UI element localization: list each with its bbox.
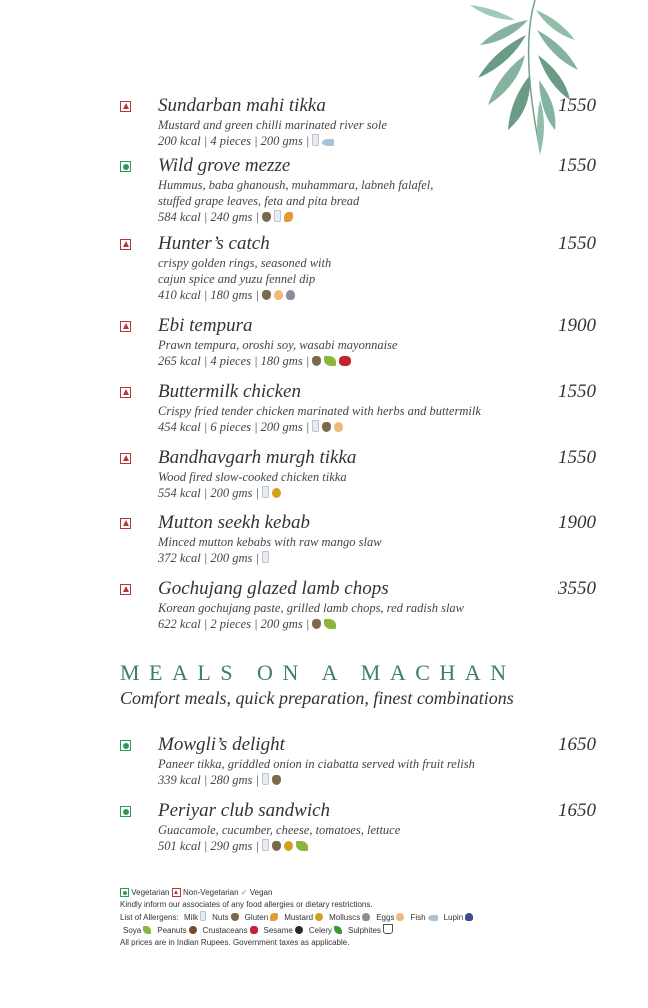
allergen-label: Soya bbox=[123, 926, 142, 935]
item-price: 1550 bbox=[558, 95, 596, 116]
item-description: Prawn tempura, oroshi soy, wasabi mayonnaise bbox=[158, 338, 398, 352]
item-name: Ebi tempura bbox=[158, 315, 253, 336]
allergen-label: Eggs bbox=[376, 913, 395, 922]
allergen-label: Fish bbox=[410, 913, 426, 922]
veg-icon bbox=[120, 740, 131, 751]
nuts-icon bbox=[312, 619, 321, 629]
nonveg-icon bbox=[120, 239, 131, 250]
nonveg-icon bbox=[120, 101, 131, 112]
item-price: 1650 bbox=[558, 800, 596, 821]
veg-icon bbox=[120, 888, 129, 897]
eggs-icon bbox=[396, 913, 404, 921]
item-price: 1650 bbox=[558, 734, 596, 755]
milk-icon bbox=[200, 911, 206, 921]
item-meta: 454 kcal | 6 pieces | 200 gms | bbox=[158, 419, 538, 435]
vegan-icon: ✓ bbox=[240, 888, 248, 897]
mustard-icon bbox=[315, 913, 323, 921]
nuts-icon bbox=[272, 841, 281, 851]
nonveg-icon bbox=[120, 453, 131, 464]
item-price: 1550 bbox=[558, 233, 596, 254]
item-description: Minced mutton kebabs with raw mango slaw bbox=[158, 535, 382, 549]
item-name: Mowgli’s delight bbox=[158, 734, 285, 755]
milk-icon bbox=[262, 486, 269, 498]
veg-icon bbox=[120, 806, 131, 817]
peanuts-icon bbox=[189, 926, 197, 934]
prices-note: All prices are in Indian Rupees. Government taxes as applicable. bbox=[120, 938, 350, 947]
nuts-icon bbox=[262, 290, 271, 300]
item-name: Wild grove mezze bbox=[158, 155, 291, 176]
item-description: cajun spice and yuzu fennel dip bbox=[158, 272, 316, 286]
allergen-list-row bbox=[120, 924, 560, 937]
nonveg-icon bbox=[120, 387, 131, 398]
milk-icon bbox=[262, 773, 269, 785]
gluten-icon bbox=[270, 913, 278, 921]
item-meta: 265 kcal | 4 pieces | 180 gms | bbox=[158, 353, 538, 369]
section-subtitle: Comfort meals, quick preparation, finest combinations bbox=[120, 688, 514, 708]
milk-icon bbox=[262, 839, 269, 851]
allergen-label: Sesame bbox=[263, 926, 293, 935]
item-name: Hunter’s catch bbox=[158, 233, 270, 254]
soya-icon bbox=[324, 356, 336, 366]
item-price: 3550 bbox=[558, 578, 596, 599]
allergen-label: Molluscs bbox=[329, 913, 361, 922]
section-title: MEALS ON A MACHAN bbox=[120, 660, 516, 685]
item-price: 1900 bbox=[558, 512, 596, 533]
item-price: 1900 bbox=[558, 315, 596, 336]
item-name: Buttermilk chicken bbox=[158, 381, 301, 402]
eggs-icon bbox=[274, 290, 283, 300]
item-name: Periyar club sandwich bbox=[158, 800, 331, 821]
nonveg-icon bbox=[172, 888, 181, 897]
allergen-label: Gluten bbox=[244, 913, 269, 922]
nuts-icon bbox=[231, 913, 239, 921]
soya-icon bbox=[324, 619, 336, 629]
item-description: crispy golden rings, seasoned with bbox=[158, 256, 332, 270]
item-meta: 200 kcal | 4 pieces | 200 gms | bbox=[158, 133, 538, 149]
allergen-label: Sulphites bbox=[348, 926, 381, 935]
item-price: 1550 bbox=[558, 381, 596, 402]
legend-vegan-label: Vegan bbox=[249, 888, 273, 897]
veg-icon bbox=[120, 161, 131, 172]
item-description: Mustard and green chilli marinated river sole bbox=[158, 118, 387, 132]
diet-legend bbox=[120, 887, 560, 899]
item-price: 1550 bbox=[558, 447, 596, 468]
item-name: Mutton seekh kebab bbox=[158, 512, 310, 533]
mustard-icon bbox=[284, 841, 293, 851]
nonveg-icon bbox=[120, 321, 131, 332]
crustaceans-icon bbox=[250, 926, 258, 934]
item-name: Sundarban mahi tikka bbox=[158, 95, 326, 116]
item-description: Paneer tikka, griddled onion in ciabatta served with fruit relish bbox=[158, 757, 475, 771]
item-meta: 584 kcal | 240 gms | bbox=[158, 209, 538, 225]
legend-nonveg-label: Non-Vegetarian bbox=[182, 888, 239, 897]
fish-icon bbox=[322, 139, 334, 146]
eggs-icon bbox=[334, 422, 343, 432]
item-description: Wood fired slow-cooked chicken tikka bbox=[158, 470, 347, 484]
nonveg-icon bbox=[120, 584, 131, 595]
item-meta: 501 kcal | 290 gms | bbox=[158, 838, 538, 854]
item-meta: 554 kcal | 200 gms | bbox=[158, 485, 538, 501]
allergen-label: Crustaceans bbox=[202, 926, 248, 935]
allergen-label: Peanuts bbox=[157, 926, 187, 935]
item-meta: 622 kcal | 2 pieces | 200 gms | bbox=[158, 616, 538, 632]
milk-icon bbox=[274, 210, 281, 222]
nuts-icon bbox=[272, 775, 281, 785]
allergy-notice: Kindly inform our associates of any food allergies or dietary restrictions. bbox=[120, 900, 373, 909]
item-description: Hummus, baba ghanoush, muhammara, labneh falafel, bbox=[158, 178, 434, 192]
item-description: Korean gochujang paste, grilled lamb chops, red radish slaw bbox=[158, 601, 465, 615]
molluscs-icon bbox=[362, 913, 370, 921]
allergen-list-label: List of Allergens: bbox=[120, 913, 179, 922]
milk-icon bbox=[262, 551, 269, 563]
milk-icon bbox=[312, 420, 319, 432]
fish-icon bbox=[428, 915, 438, 921]
sesame-icon bbox=[295, 926, 303, 934]
item-description: Guacamole, cucumber, cheese, tomatoes, lettuce bbox=[158, 823, 401, 837]
allergen-label: Celery bbox=[308, 926, 332, 935]
nuts-icon bbox=[322, 422, 331, 432]
nonveg-icon bbox=[120, 518, 131, 529]
allergen-label: Lupin bbox=[443, 913, 464, 922]
mustard-icon bbox=[272, 488, 281, 498]
legend-veg-label: Vegetarian bbox=[131, 888, 170, 897]
item-name: Bandhavgarh murgh tikka bbox=[158, 447, 357, 468]
allergen-list-row bbox=[120, 911, 560, 924]
lupin-icon bbox=[465, 913, 473, 921]
gluten-icon bbox=[284, 212, 293, 222]
allergen-label: Nuts bbox=[212, 913, 229, 922]
item-name: Gochujang glazed lamb chops bbox=[158, 578, 389, 599]
nuts-icon bbox=[312, 356, 321, 366]
milk-icon bbox=[312, 134, 319, 146]
allergen-label: Milk bbox=[183, 913, 199, 922]
soya-icon bbox=[143, 926, 151, 934]
crustaceans-icon bbox=[339, 356, 351, 366]
item-meta: 410 kcal | 180 gms | bbox=[158, 287, 538, 303]
nuts-icon bbox=[262, 212, 271, 222]
celery-icon bbox=[334, 926, 342, 934]
soya-icon bbox=[296, 841, 308, 851]
footer-legend bbox=[120, 887, 560, 949]
molluscs-icon bbox=[286, 290, 295, 300]
item-description: stuffed grape leaves, feta and pita bread bbox=[158, 194, 360, 208]
item-meta: 339 kcal | 280 gms | bbox=[158, 772, 538, 788]
allergen-label: Mustard bbox=[284, 913, 314, 922]
item-price: 1550 bbox=[558, 155, 596, 176]
sulphites-icon bbox=[383, 924, 393, 934]
item-meta: 372 kcal | 200 gms | bbox=[158, 550, 538, 566]
item-description: Crispy fried tender chicken marinated with herbs and buttermilk bbox=[158, 404, 481, 418]
